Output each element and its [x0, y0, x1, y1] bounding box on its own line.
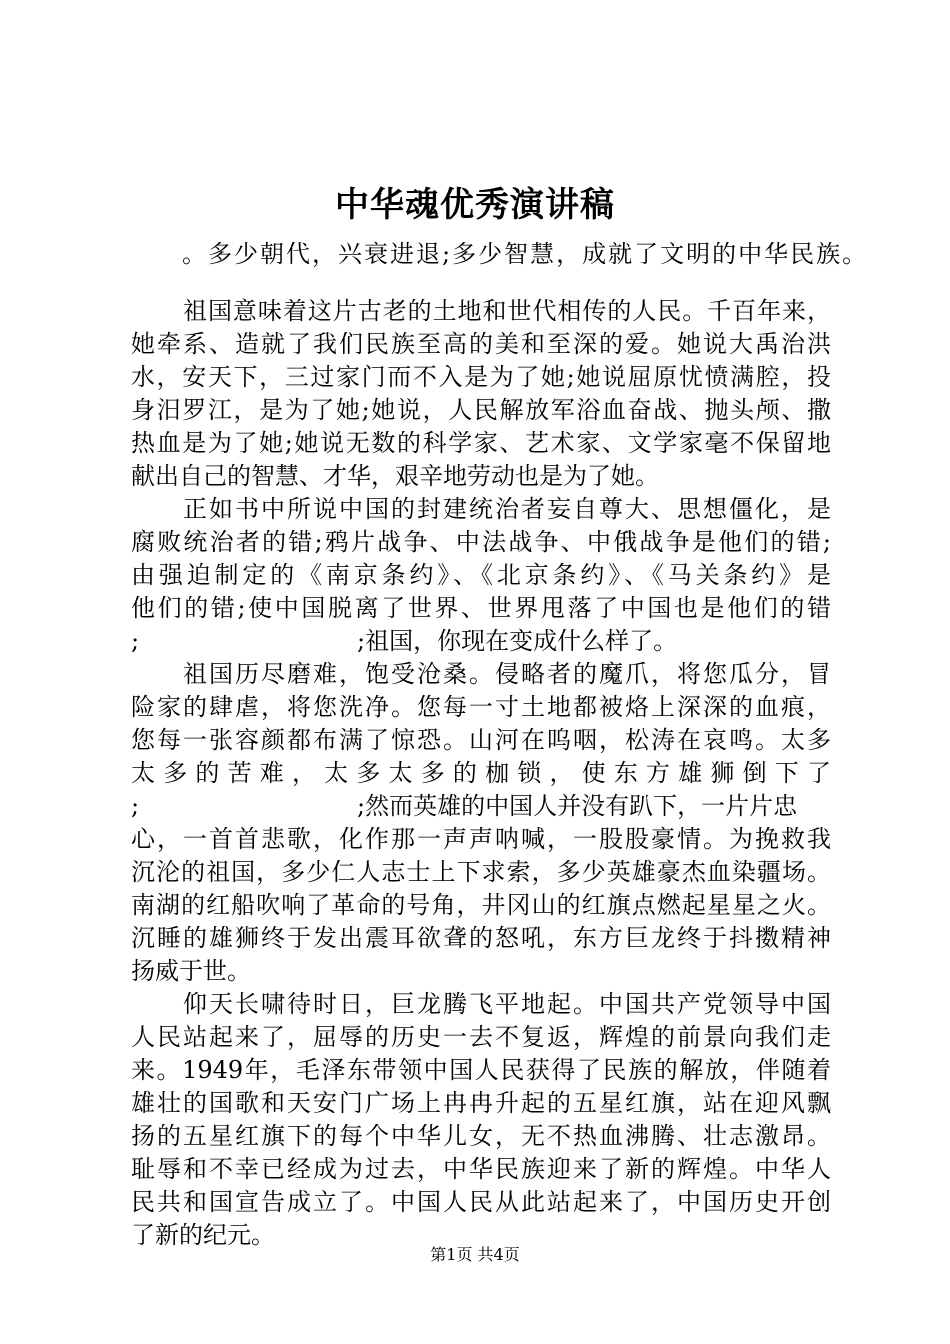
paragraph-2-line-2: 腐败统治者的错;鸦片战争、中法战争、中俄战争是他们的错; — [131, 528, 831, 556]
paragraph-2-line-4: 他们的错;使中国脱离了世界、世界甩落了中国也是他们的错 — [131, 594, 831, 622]
paragraph-4-line-6: 耻辱和不幸已经成为过去，中华民族迎来了新的辉煌。中华人 — [131, 1155, 831, 1183]
paragraph-1-line-4: 身汨罗江，是为了她;她说，人民解放军浴血奋战、抛头颅、撒 — [131, 396, 831, 424]
paragraph-4-line-3: 来。1949年，毛泽东带领中国人民获得了民族的解放，伴随着 — [131, 1056, 831, 1084]
document-body — [131, 295, 831, 1252]
paragraph-2-line-3: 由强迫制定的《南京条约》、《北京条约》、《马关条约》是 — [131, 561, 831, 589]
paragraph-1-line-3: 水，安天下，三过家门而不入是为了她;她说屈原忧愤满腔，投 — [131, 363, 831, 391]
paragraph-3-line-6: 心，一首首悲歌，化作那一声声呐喊，一股股豪情。为挽救我 — [131, 825, 831, 853]
paragraph-4-line-8: 了新的纪元。 — [131, 1221, 275, 1249]
paragraph-1-line-1: 祖国意味着这片古老的土地和世代相传的人民。千百年来， — [183, 297, 831, 325]
paragraph-4-line-7: 民共和国宣告成立了。中国人民从此站起来了，中国历史开创 — [131, 1188, 831, 1216]
paragraph-3-line-5-end: ;然而英雄的中国人并没有趴下，一片片忠 — [357, 792, 798, 820]
paragraph-2-line-5-start: ; — [131, 627, 140, 655]
paragraph-3-line-3: 您每一张容颜都布满了惊恐。山河在呜咽，松涛在哀鸣。太多 — [131, 726, 831, 754]
paragraph-4-line-4: 雄壮的国歌和天安门广场上冉冉升起的五星红旗，站在迎风飘 — [131, 1089, 831, 1117]
paragraph-2-line-1: 正如书中所说中国的封建统治者妄自尊大、思想僵化，是 — [183, 495, 831, 523]
paragraph-1-line-2: 她牵系、造就了我们民族至高的美和至深的爱。她说大禹治洪 — [131, 330, 831, 358]
paragraph-3-line-9: 沉睡的雄狮终于发出震耳欲聋的怒吼，东方巨龙终于抖擞精神 — [131, 924, 831, 952]
page-number-footer: 第1页 共4页 — [430, 1245, 520, 1264]
paragraph-3-line-10: 扬威于世。 — [131, 957, 251, 985]
paragraph-1-line-6: 献出自己的智慧、才华，艰辛地劳动也是为了她。 — [131, 462, 659, 490]
paragraph-3-line-4: 太多的苦难，太多太多的枷锁，使东方雄狮倒下了 — [131, 759, 831, 787]
paragraph-2-line-5-end: ;祖国，你现在变成什么样了。 — [357, 627, 678, 655]
document-title: 中华魂优秀演讲稿 — [335, 185, 615, 225]
paragraph-1-line-5: 热血是为了她;她说无数的科学家、艺术家、文学家毫不保留地 — [131, 429, 831, 457]
paragraph-3-line-8: 南湖的红船吹响了革命的号角，井冈山的红旗点燃起星星之火。 — [131, 891, 831, 919]
paragraph-4-line-2: 人民站起来了，屈辱的历史一去不复返，辉煌的前景向我们走 — [131, 1023, 831, 1051]
paragraph-2-line-5 — [131, 625, 831, 658]
paragraph-3-line-5-start: ; — [131, 792, 140, 820]
intro-line: 。多少朝代，兴衰进退;多少智慧，成就了文明的中华民族。 — [182, 240, 869, 268]
paragraph-3-line-5 — [131, 790, 831, 823]
paragraph-3-line-1: 祖国历尽磨难，饱受沧桑。侵略者的魔爪，将您瓜分，冒 — [183, 660, 831, 688]
paragraph-3-line-7: 沉沦的祖国，多少仁人志士上下求索，多少英雄豪杰血染疆场。 — [131, 858, 831, 886]
paragraph-3-line-2: 险家的肆虐，将您洗净。您每一寸土地都被烙上深深的血痕， — [131, 693, 831, 721]
paragraph-4-line-5: 扬的五星红旗下的每个中华儿女，无不热血沸腾、壮志激昂。 — [131, 1122, 831, 1150]
paragraph-4-line-1: 仰天长啸待时日，巨龙腾飞平地起。中国共产党领导中国 — [183, 990, 831, 1018]
